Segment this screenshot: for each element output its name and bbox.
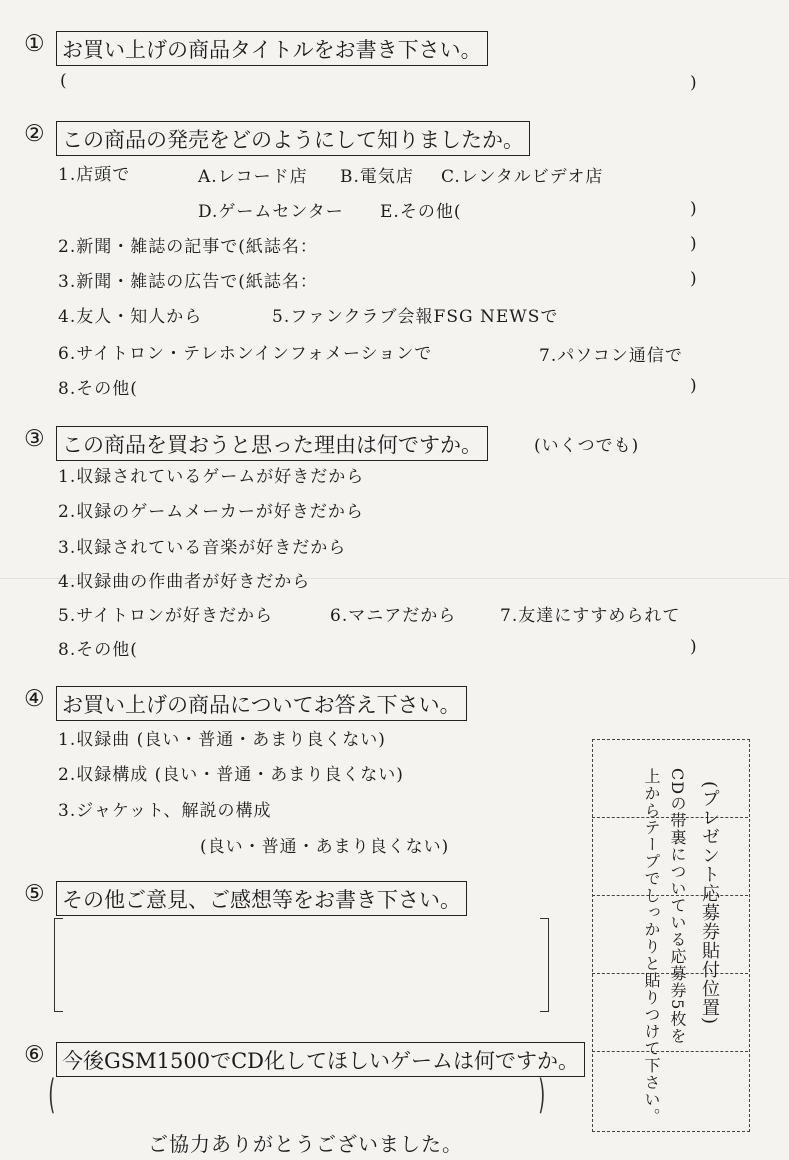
q4-question: お買い上げの商品についてお答え下さい。 [56,686,467,721]
q2-option-2-close: ) [690,234,697,254]
q2-option-1d: D.ゲームセンター [198,202,344,222]
q2-option-1b: B.電気店 [340,167,414,187]
q3-option-4: 4.収録曲の作曲者が好きだから [58,572,311,592]
q3-option-7: 7.友達にすすめられて [500,606,681,626]
q2-option-5: 5.ファンクラブ会報FSG NEWSで [272,307,559,327]
q1-answer-close: ) [690,73,697,93]
q2-option-3-close: ) [690,269,697,289]
q4-option-3: 3.ジャケット、解説の構成 [58,801,272,821]
coupon-title: (プレゼント応募券貼付位置) [699,781,720,1026]
q3-option-2: 2.収録のゲームメーカーが好きだから [58,502,364,522]
q2-option-4: 4.友人・知人から [58,307,203,327]
q4-option-2: 2.収録構成 (良い・普通・あまり良くない) [58,765,404,785]
q5-question: その他ご意見、ご感想等をお書き下さい。 [56,881,467,916]
q3-question: この商品を買おうと思った理由は何ですか。 [56,426,488,461]
coupon-instruction-2: 上からテープでしっかりと貼りつけて下さい。 [642,768,661,1125]
q5-answer-bracket-left [54,918,63,1012]
q2-option-8-close: ) [690,376,697,396]
q6-answer-open: ( [48,1072,56,1118]
q6-number: ⑥ [24,1042,45,1068]
q5-answer-bracket-right [540,918,549,1012]
q2-option-1e-close: ) [690,199,697,219]
q3-note: (いくつでも) [534,436,640,456]
q4-option-1: 1.収録曲 (良い・普通・あまり良くない) [58,730,386,750]
q2-option-1a: A.レコード店 [198,167,308,187]
q3-option-3: 3.収録されている音楽が好きだから [58,538,347,558]
q3-number: ③ [24,426,45,452]
q2-option-1c: C.レンタルビデオ店 [441,167,604,187]
coupon-instruction-1: CDの帯裏についている応募券5枚を [668,768,687,1045]
q1-number: ① [24,31,45,57]
q6-question: 今後GSM1500でCD化してほしいゲームは何ですか。 [56,1042,585,1077]
q3-option-5: 5.サイトロンが好きだから [58,606,274,626]
q2-option-2: 2.新聞・雑誌の記事で(紙誌名： [58,237,318,257]
q2-number: ② [24,121,45,147]
q1-answer-open: ( [60,71,67,91]
coupon-dash-divider [592,1051,748,1052]
q5-number: ⑤ [24,881,45,907]
q2-option-3: 3.新聞・雑誌の広告で(紙誌名： [58,272,318,292]
q3-option-6: 6.マニアだから [330,606,457,626]
q2-option-1e: E.その他( [380,202,462,222]
q3-option-8: 8.その他( [58,640,138,660]
q6-answer-close: ) [538,1072,546,1118]
thanks-message: ご協力ありがとうございました。 [148,1132,463,1156]
q1-question: お買い上げの商品タイトルをお書き下さい。 [56,31,488,66]
q3-option-1: 1.収録されているゲームが好きだから [58,467,365,487]
q2-question: この商品の発売をどのようにして知りましたか。 [56,121,530,156]
q4-option-3-scale: (良い・普通・あまり良くない) [200,837,450,857]
q2-option-6: 6.サイトロン・テレホンインフォメーションで [58,344,433,364]
q2-option-1: 1.店頭で [58,165,131,185]
q4-number: ④ [24,686,45,712]
q2-option-7: 7.パソコン通信で [539,346,683,366]
q3-option-8-close: ) [690,637,697,657]
q2-option-8: 8.その他( [58,379,138,399]
